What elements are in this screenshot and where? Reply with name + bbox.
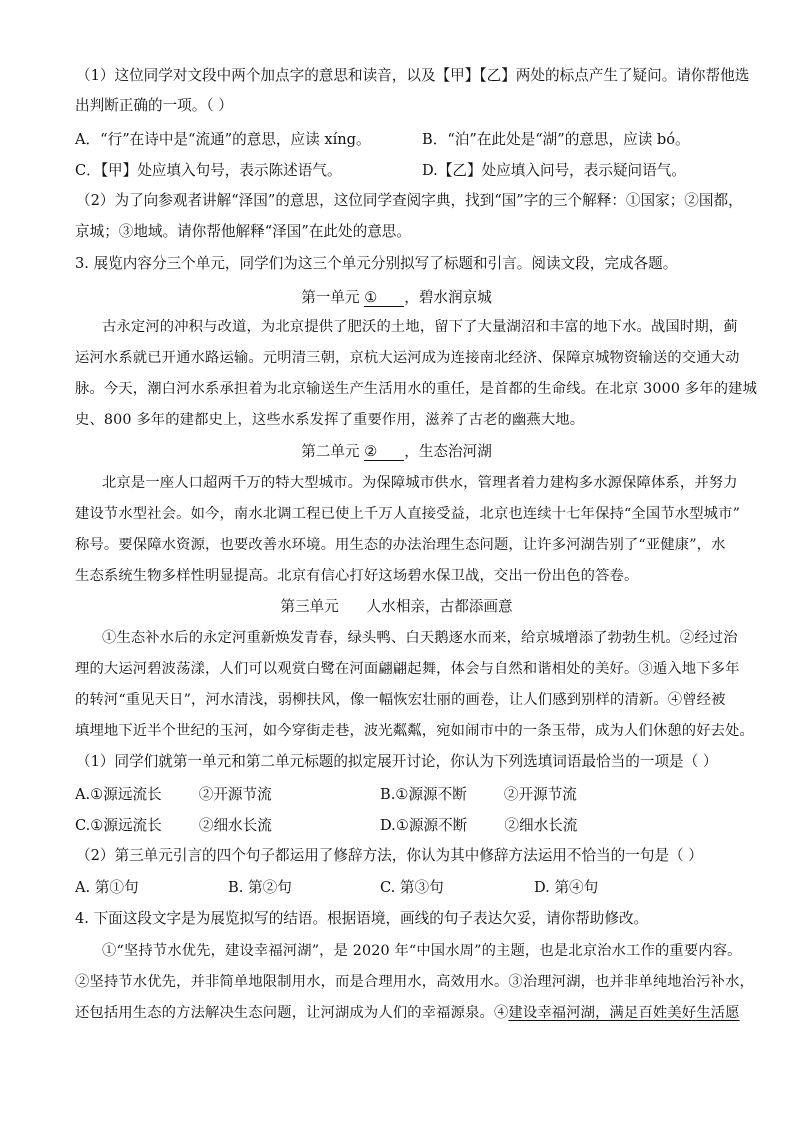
q4-para-line: ①“坚持节水优先，建设幸福河湖”，是 2020 年“中国水周”的主题，也是北京治水工作的重要内容。 (102, 943, 742, 959)
q4-para-line3-text: 还包括用生态的方法解决生态问题，让河湖成为人们的幸福源泉。 (75, 1005, 494, 1021)
q3-sub2-option-a: A. 第①句 (75, 879, 139, 896)
unit1-blank: ① (364, 289, 404, 307)
unit1-para-line: 古永定河的冲积与改道，为北京提供了肥沃的土地，留下了大量湖沼和丰富的地下水。战国时期，蓟 (102, 319, 738, 335)
unit1-title (0, 288, 793, 308)
q3-sub2-stem: （2）第三单元引言的四个句子都运用了修辞方法，你认为其中修辞方法运用不恰当的一句是（ ） (76, 847, 703, 864)
unit1-para-line: 脉。今天，潮白河水系承担着为北京输送生产生活用水的重任，是首都的生命线。在北京 3000 多年的建城 (75, 381, 758, 397)
q2-sub1-option-b: B．“泊”在此处是“湖”的意思，应读 bó。 (422, 131, 690, 148)
unit2-title-pre: 第二单元 (301, 443, 360, 460)
unit1-para-line: 运河水系就已开通水路运输。元明清三朝，京杭大运河成为连接南北经济、保障京城物资输送的交通大动 (75, 350, 740, 366)
unit3-title: 第三单元 人水相亲，古都添画意 (280, 598, 513, 615)
unit2-title-post: ，生态治河湖 (404, 443, 492, 460)
unit3-para-line: ①生态补水后的永定河重新焕发青春，绿头鸭、白天鹅逐水而来，给京城增添了勃勃生机。②经过治 (102, 630, 738, 646)
unit2-para-line: 建设节水型社会。如今，南水北调工程已使上千万人直接受益，北京也连续十七年保持“全国节水型城市” (75, 506, 741, 522)
q2-sub1-option-d: D.【乙】处应填入问号，表示疑问语气。 (422, 162, 686, 179)
q3-sub2-option-d: D. 第④句 (534, 879, 599, 896)
unit1-title-pre: 第一单元 (301, 289, 360, 306)
q2-sub1-option-a: A．“行”在诗中是“流通”的意思，应读 xíng。 (75, 131, 371, 148)
q4-stem: 4. 下面这段文字是为展览拟写的结语。根据语境，画线的句子表达欠妥，请你帮助修改。 (75, 910, 649, 927)
unit2-blank: ② (364, 443, 404, 461)
q2-sub2-line2: 京城；③地域。请你帮他解释“泽国”在此处的意思。 (75, 223, 411, 240)
unit2-para-line: 生态系统生物多样性明显提高。北京有信心打好这场碧水保卫战，交出一份出色的答卷。 (75, 568, 639, 584)
unit3-para-line: 理的大运河碧波荡漾，人们可以观赏白鹭在河面翩翩起舞，体会与自然和谐相处的美好。③遁入地下多年 (75, 661, 740, 677)
q4-sentence4-marker: ④ (493, 1005, 509, 1021)
q3-sub1-option-b: B.①源源不断 ②开源节流 (380, 786, 577, 803)
q2-sub1-stem-line1: （1）这位同学对文段中两个加点字的意思和读音，以及【甲】【乙】两处的标点产生了疑问。请你帮他选 (76, 67, 750, 84)
unit2-title (0, 442, 793, 462)
q4-underlined-sentence: 建设幸福河湖，满足百姓美好生活愿 (508, 1005, 740, 1021)
q2-sub2-line1: （2）为了向参观者讲解“泽国”的意思，这位同学查阅字典，找到“国”字的三个解释：①国家；②国都， (76, 192, 743, 209)
q3-stem: 3. 展览内容分三个单元，同学们为这三个单元分别拟写了标题和引言。阅读文段，完成各题。 (75, 255, 678, 272)
q2-sub1-option-c: C．【甲】处应填入句号，表示陈述语气。 (75, 162, 342, 179)
q3-sub1-option-c: C.①源远流长 ②细水长流 (75, 817, 272, 834)
q3-sub2-option-b: B. 第②句 (228, 879, 292, 896)
q3-sub1-stem: （1）同学们就第一单元和第二单元标题的拟定展开讨论，你认为下列选填词语最恰当的一项是（ ） (76, 753, 718, 770)
q3-sub1-option-d: D.①源源不断 ②细水长流 (380, 817, 578, 834)
unit2-para-line: 称号。要保障水资源，也要改善水环境。用生态的办法治理生态问题，让许多河湖告别了“亚健康”，水 (75, 537, 726, 553)
unit3-para-line: 填埋地下近半个世纪的玉河，如今穿街走巷，波光粼粼，宛如闹市中的一条玉带，成为人们休憩的好去处。 (75, 723, 754, 739)
q3-sub1-option-a: A.①源远流长 ②开源节流 (75, 786, 272, 803)
q4-para-line: ②坚持节水优先，并非简单地限制用水，而是合理用水，高效用水。③治理河湖，也并非单纯地治污补水， (75, 974, 754, 990)
unit1-para-line: 史、800 多年的建都史上，这些水系发挥了重要作用，滋养了古老的幽燕大地。 (75, 412, 585, 428)
unit2-para-line: 北京是一座人口超两千万的特大型城市。为保障城市供水，管理者着力建构多水源保障体系，并努力 (102, 475, 738, 491)
q4-para-line (75, 1003, 740, 1023)
q2-sub1-stem-line2: 出判断正确的一项。（ ） (75, 97, 233, 114)
unit3-para-line: 的转河“重见天日”，河水清浅，弱柳扶风，像一幅恢宏壮丽的画卷，让人们感到别样的清新。④曾经被 (75, 692, 726, 708)
unit1-title-post: ，碧水润京城 (404, 289, 492, 306)
q3-sub2-option-c: C. 第③句 (380, 879, 444, 896)
